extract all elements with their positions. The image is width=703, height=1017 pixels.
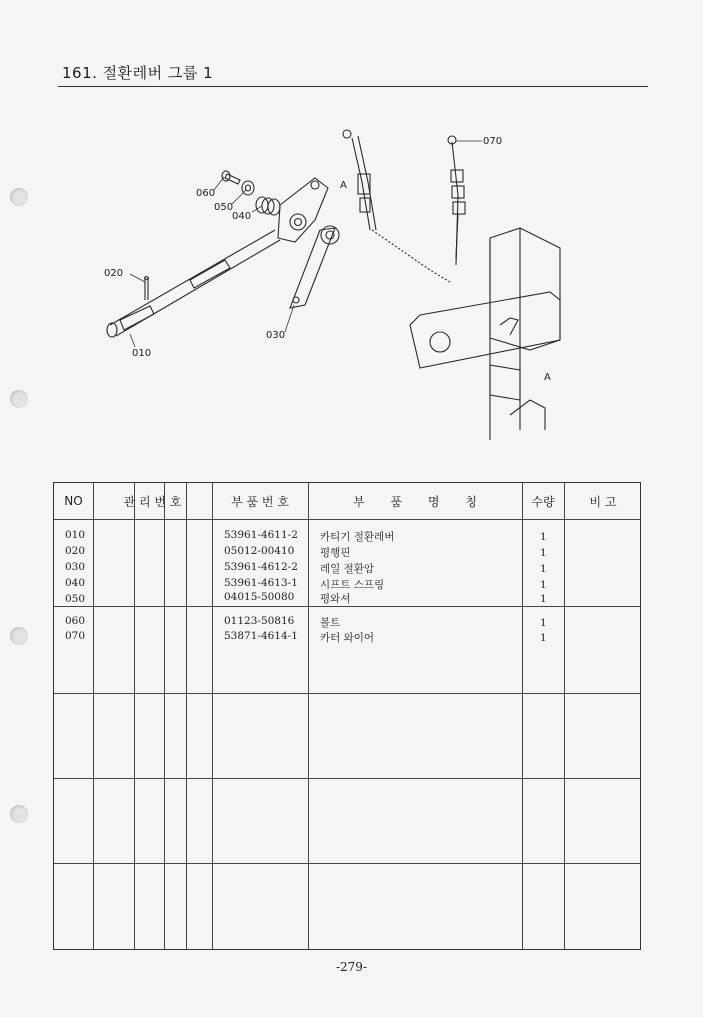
punch-hole [10,627,28,645]
header-part-name: 부 품 명 칭 [353,494,477,509]
row-part-name: 시프트 스프링 [320,579,385,591]
diagram-drawing [90,110,610,460]
row-part-no: 05012-00410 [224,545,295,557]
row-qty: 1 [540,579,547,591]
row-no: 010 [65,529,86,541]
row-part-no: 01123-50816 [224,615,295,627]
row-no: 040 [65,577,86,589]
row-part-name: 카터 와이어 [320,632,375,644]
row-qty: 1 [540,547,547,559]
row-qty: 1 [540,531,547,543]
title-rule [58,86,648,87]
row-qty: 1 [540,563,547,575]
row-part-name: 카티기 절환레버 [320,531,395,543]
header-no: NO [64,494,83,508]
punch-hole [10,805,28,823]
header-management-no: 관 리 번 호 [123,494,182,509]
row-part-name: 평행핀 [320,547,351,559]
parts-diagram [90,110,610,460]
page-number: -279- [335,960,367,974]
row-no: 070 [65,630,86,642]
header-remark: 비 고 [589,494,617,509]
page-title: 161. 절환레버 그룹 1 [62,64,214,82]
callout-040: 040 [232,211,252,222]
row-qty: 1 [540,617,547,629]
row-no: 060 [65,615,86,627]
callout-a-upper: A [340,180,347,191]
row-part-no: 04015-50080 [224,591,295,603]
callout-050: 050 [214,202,234,213]
row-qty: 1 [540,632,547,644]
callout-010: 010 [132,348,152,359]
callout-060: 060 [196,188,216,199]
row-no: 050 [65,593,86,605]
callout-030: 030 [266,330,286,341]
row-part-name: 레일 절환암 [320,563,375,575]
row-no: 030 [65,561,86,573]
header-qty: 수량 [531,494,555,509]
punch-hole [10,390,28,408]
punch-hole [10,188,28,206]
row-part-no: 53961-4612-2 [224,561,298,573]
row-part-no: 53961-4611-2 [224,529,298,541]
row-no: 020 [65,545,86,557]
row-part-no: 53961-4613-1 [224,577,298,589]
row-part-name: 볼트 [320,617,341,629]
header-part-no: 부 품 번 호 [231,494,289,509]
parts-table [53,482,641,950]
row-part-name: 평와셔 [320,593,351,605]
callout-a-lower: A [544,372,551,383]
row-part-no: 53871-4614-1 [224,630,298,642]
callout-020: 020 [104,268,124,279]
row-qty: 1 [540,593,547,605]
callout-070: 070 [483,136,503,147]
